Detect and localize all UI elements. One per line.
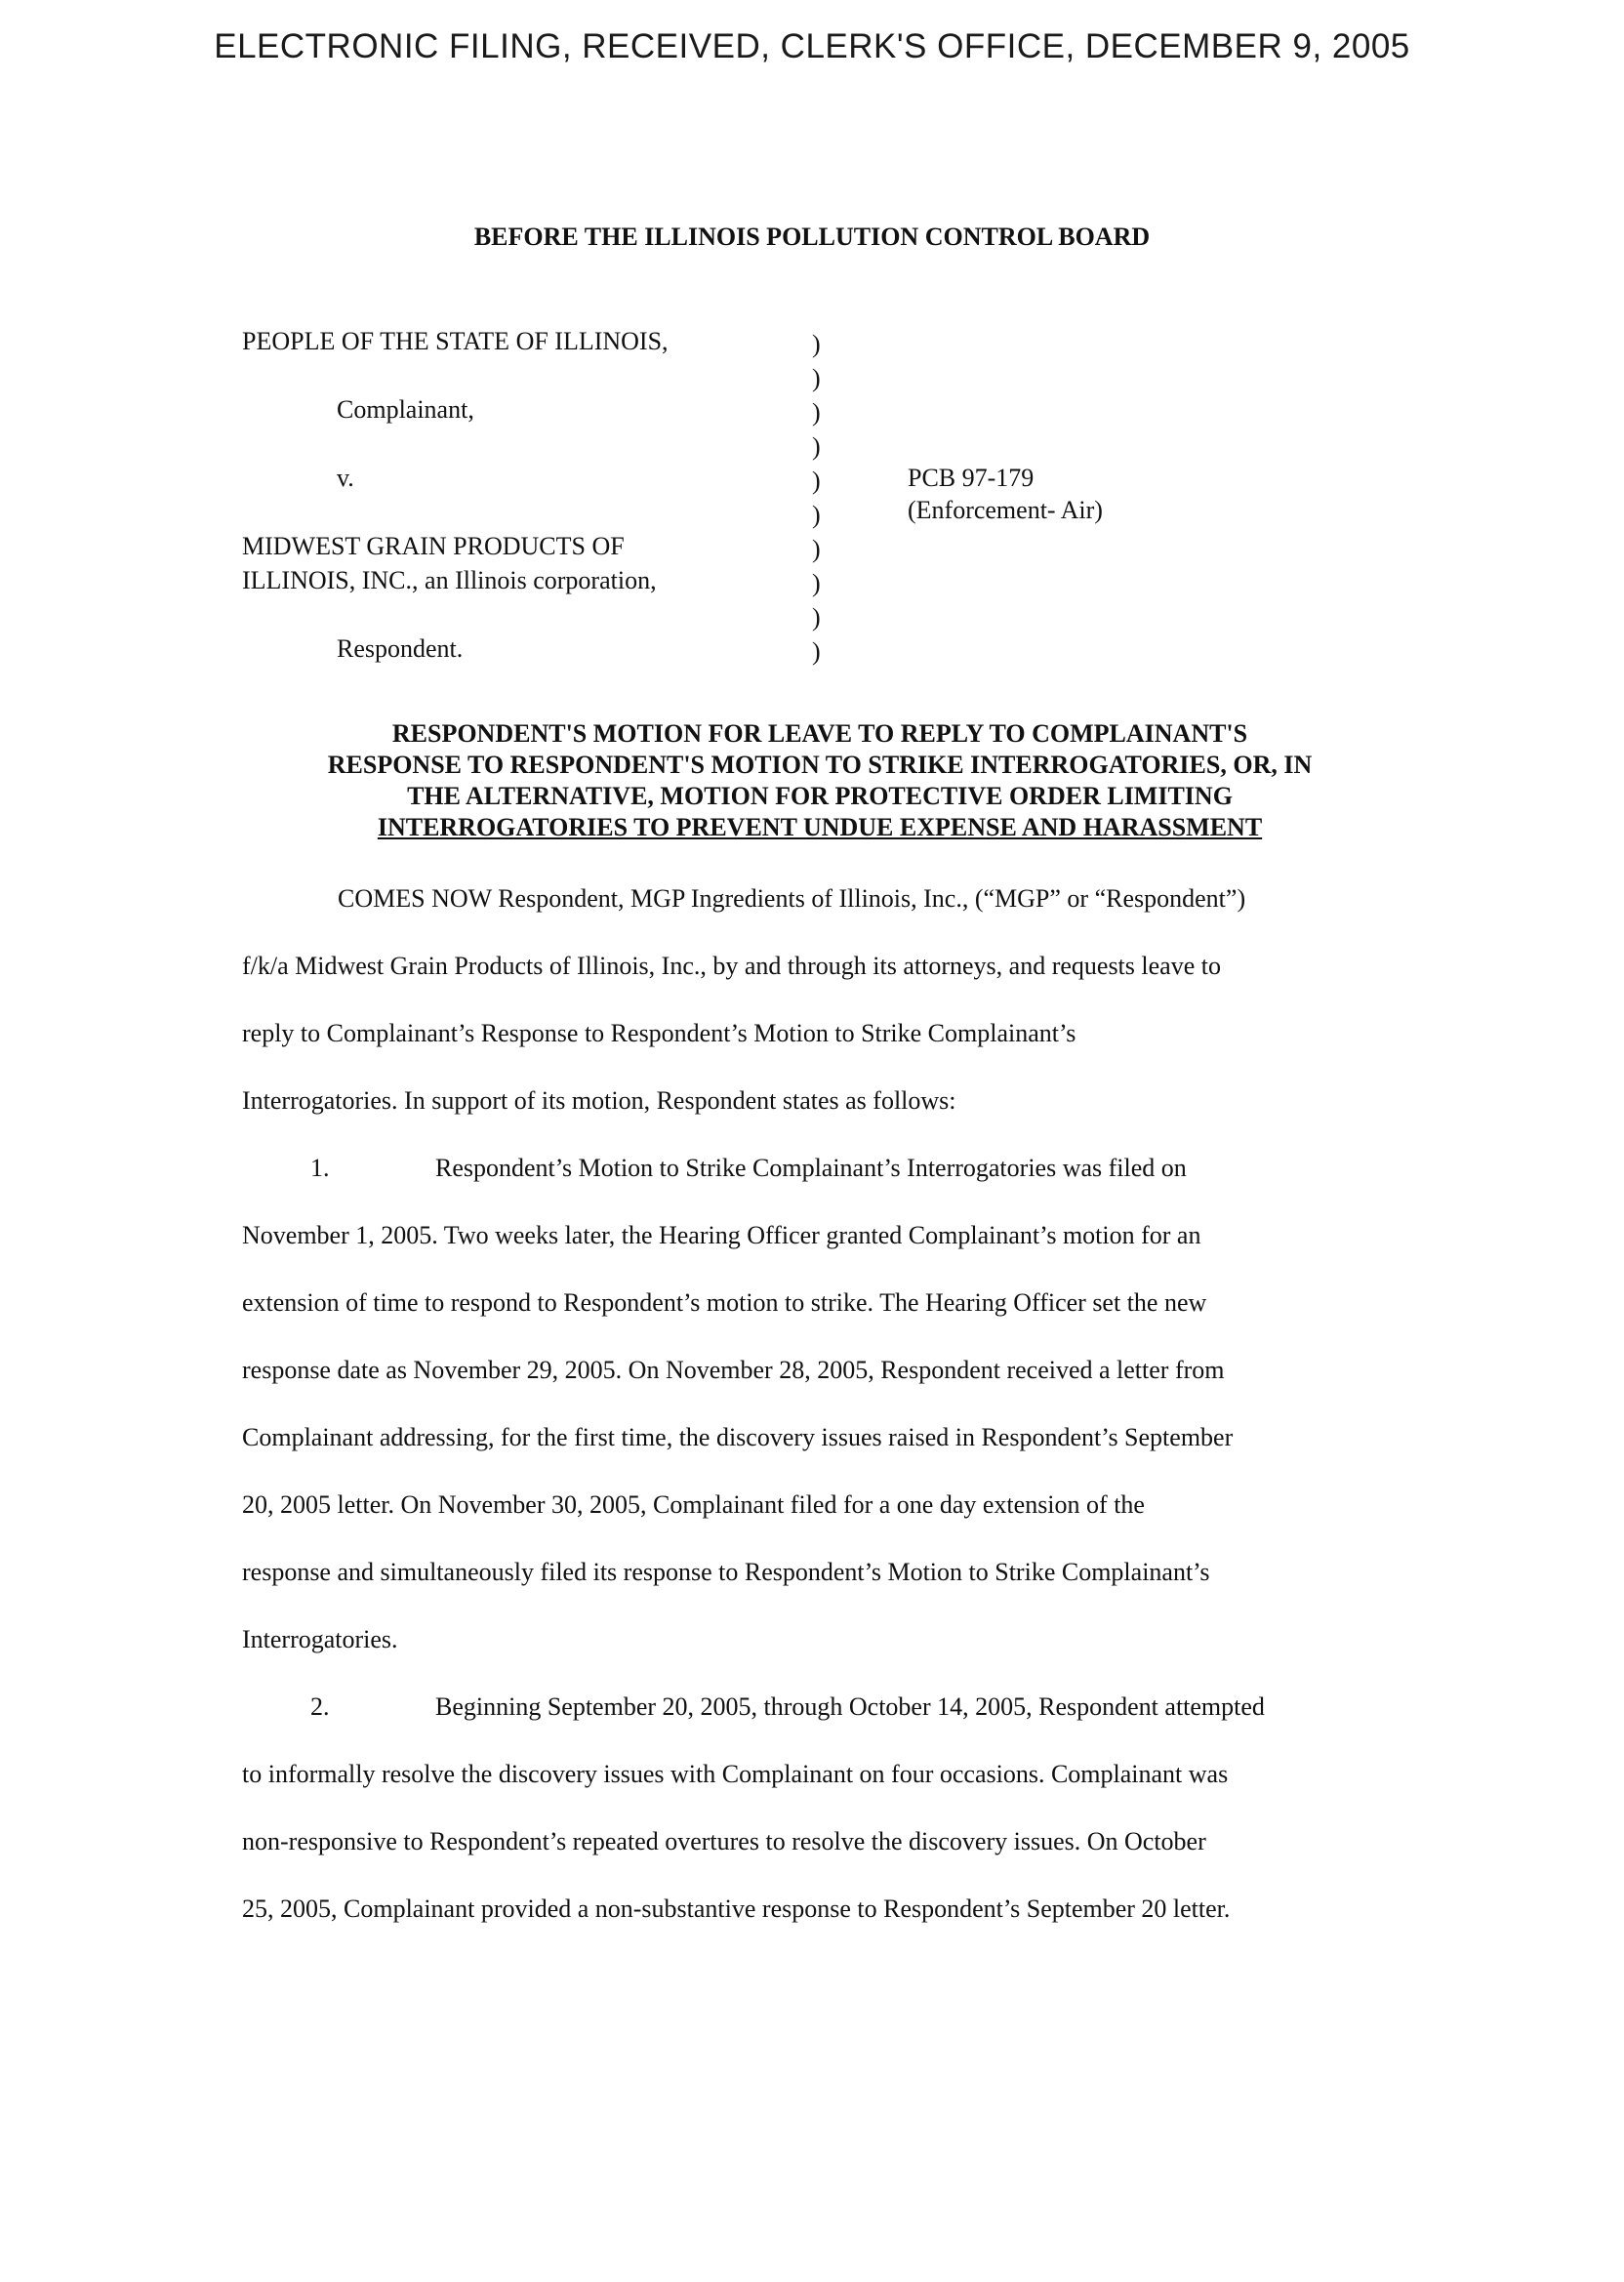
filing-stamp: ELECTRONIC FILING, RECEIVED, CLERK'S OFFICE, DECEMBER 9, 2005 — [214, 27, 1410, 65]
body-line: f/k/a Midwest Grain Products of Illinois, Inc., by and through its attorneys, and requests leave to — [242, 952, 1221, 980]
body-line: Respondent’s Motion to Strike Complainant’s Interrogatories was filed on — [435, 1154, 1187, 1182]
caption-defendant-line2: ILLINOIS, INC., an Illinois corporation, — [242, 566, 657, 594]
caption-plaintiff-role: Complainant, — [337, 395, 474, 424]
paragraph-first-line — [242, 1151, 1384, 1218]
body-line: response date as November 29, 2005. On November 28, 2005, Respondent received a letter from — [242, 1356, 1225, 1384]
body-line: extension of time to respond to Respondent’s motion to strike. The Hearing Officer set the new — [242, 1288, 1207, 1317]
body-line: to informally resolve the discovery issues with Complainant on four occasions. Complainant was — [242, 1760, 1229, 1788]
caption-defendant-line1: MIDWEST GRAIN PRODUCTS OF — [242, 532, 625, 560]
paragraph-2 — [242, 1690, 1384, 1959]
body-line: Interrogatories. In support of its motion, Respondent states as follows: — [242, 1086, 956, 1115]
case-type: (Enforcement- Air) — [908, 496, 1103, 524]
caption-paren: ) — [812, 535, 821, 563]
paragraph-number: 2. — [310, 1692, 330, 1721]
caption-paren: ) — [812, 501, 821, 529]
caption-paren: ) — [812, 398, 821, 427]
caption-paren: ) — [812, 364, 821, 392]
motion-title-line: RESPONSE TO RESPONDENT'S MOTION TO STRIKE INTERROGATORIES, OR, IN — [327, 751, 1313, 779]
body-line: Beginning September 20, 2005, through October 14, 2005, Respondent attempted — [435, 1692, 1265, 1721]
caption-paren: ) — [812, 603, 821, 632]
body-line: Interrogatories. — [242, 1625, 398, 1653]
caption-paren: ) — [812, 637, 821, 666]
caption-paren: ) — [812, 569, 821, 597]
body-line: non-responsive to Respondent’s repeated overtures to resolve the discovery issues. On October — [242, 1827, 1206, 1855]
caption-plaintiff: PEOPLE OF THE STATE OF ILLINOIS, — [242, 327, 669, 355]
caption-defendant-role: Respondent. — [337, 634, 464, 663]
body-line: 20, 2005 letter. On November 30, 2005, Complainant filed for a one day extension of the — [242, 1490, 1145, 1519]
body-line: COMES NOW Respondent, MGP Ingredients of Illinois, Inc., (“MGP” or “Respondent”) — [338, 884, 1246, 913]
body-line: response and simultaneously filed its response to Respondent’s Motion to Strike Complainant’s — [242, 1558, 1210, 1586]
caption-paren: ) — [812, 330, 821, 358]
paragraph-first-line — [242, 1690, 1384, 1757]
caption-versus: v. — [337, 464, 354, 492]
body-line: reply to Complainant’s Response to Respondent’s Motion to Strike Complainant’s — [242, 1019, 1076, 1047]
board-heading: BEFORE THE ILLINOIS POLLUTION CONTROL BOARD — [473, 223, 1151, 251]
intro-paragraph — [242, 881, 1384, 1151]
motion-title-line: RESPONDENT'S MOTION FOR LEAVE TO REPLY TO COMPLAINANT'S — [391, 719, 1248, 748]
motion-title-line: INTERROGATORIES TO PREVENT UNDUE EXPENSE AND HARASSMENT — [377, 813, 1263, 841]
paragraph-1 — [242, 1151, 1384, 1690]
caption-paren-column — [812, 327, 821, 669]
caption-paren: ) — [812, 467, 821, 495]
motion-title-line: THE ALTERNATIVE, MOTION FOR PROTECTIVE ORDER LIMITING — [407, 782, 1233, 810]
body-line: 25, 2005, Complainant provided a non-substantive response to Respondent’s September 20 letter. — [242, 1895, 1231, 1923]
case-number: PCB 97-179 — [908, 464, 1035, 492]
body-line: November 1, 2005. Two weeks later, the Hearing Officer granted Complainant’s motion for an — [242, 1221, 1201, 1249]
motion-title — [244, 718, 1396, 843]
paragraph-number: 1. — [310, 1154, 330, 1182]
caption-paren: ) — [812, 432, 821, 461]
body-line: Complainant addressing, for the first time, the discovery issues raised in Respondent’s September — [242, 1423, 1234, 1451]
